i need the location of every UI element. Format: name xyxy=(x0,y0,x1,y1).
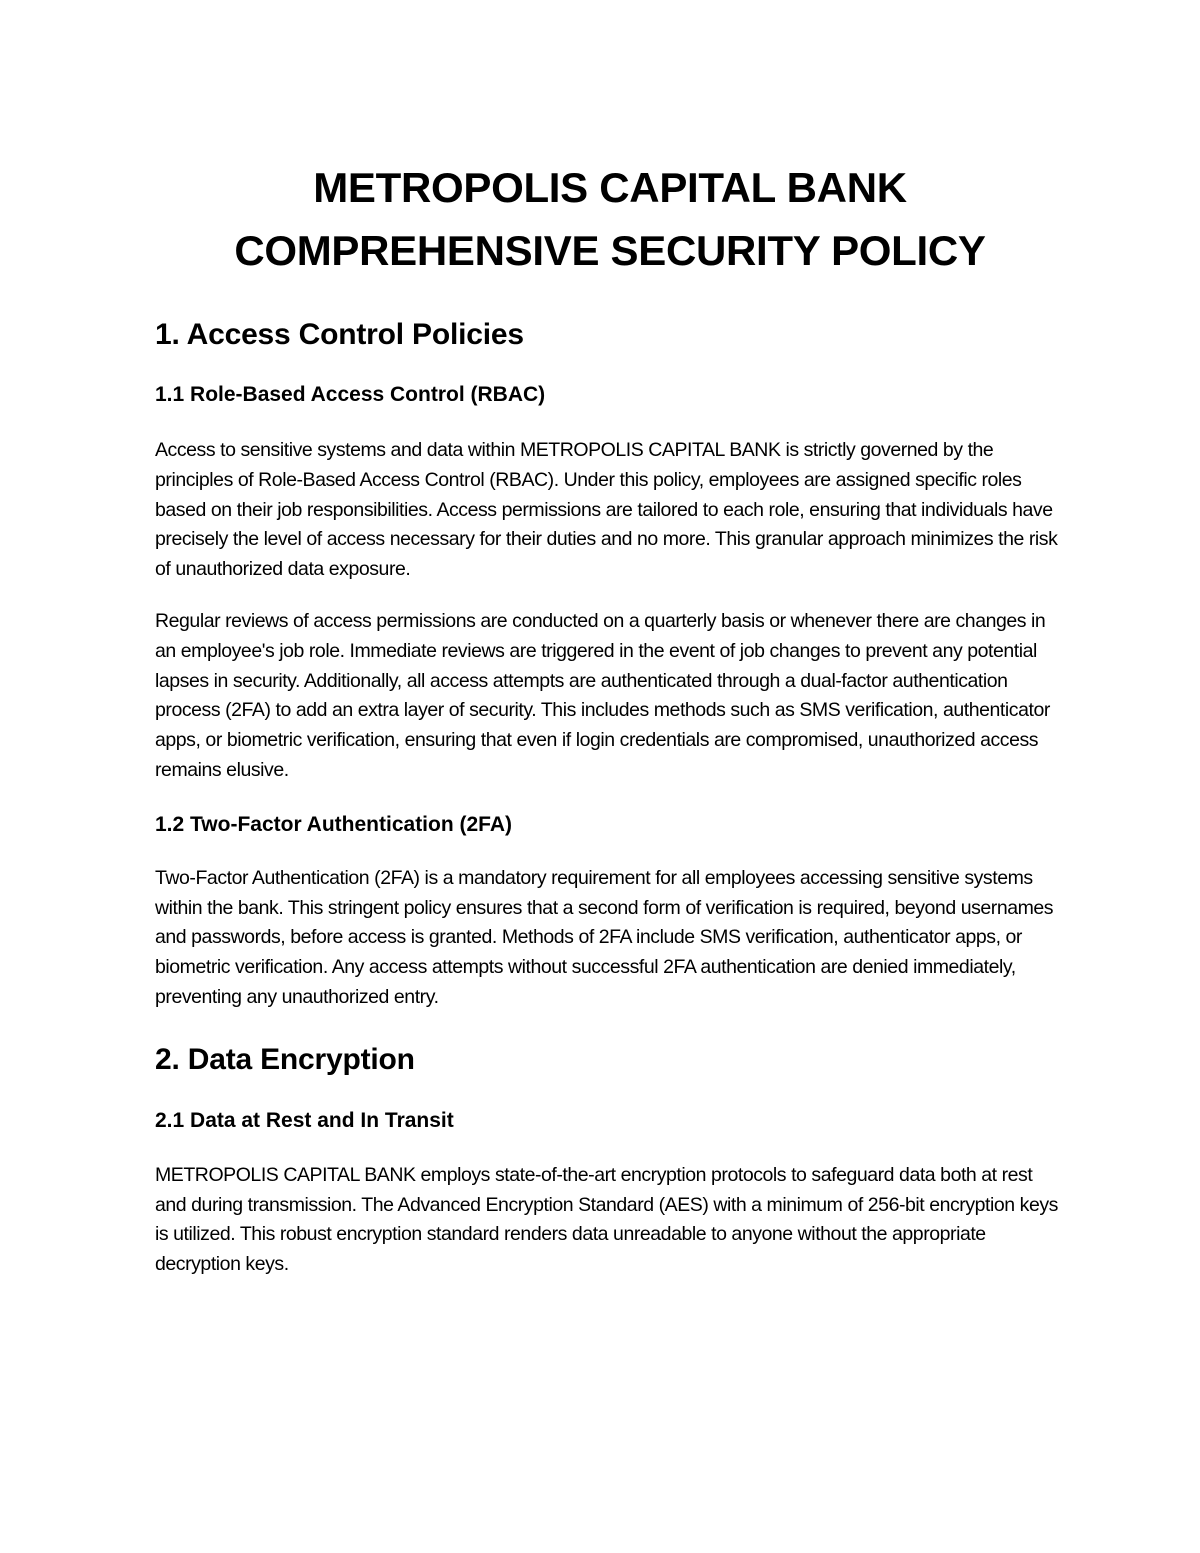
document-page xyxy=(155,150,1065,1280)
document-title-line-2: COMPREHENSIVE SECURITY POLICY xyxy=(234,227,986,274)
paragraph-rbac-reviews: Regular reviews of access permissions are conducted on a quarterly basis or whenever there are changes in an employee's job role. Immediate reviews are triggered in the event of job changes to prevent any potential lapses in security. Additionally, all access attempts are authenticated through a dual-factor authentication process (2FA) to add an extra layer of security. This includes methods such as SMS verification, authenticator apps, or biometric verification, ensuring that even if login credentials are compromised, unauthorized access remains elusive. xyxy=(155,609,1050,781)
document-title-line-1: METROPOLIS CAPITAL BANK xyxy=(313,164,907,211)
subsection-heading-2fa: 1.2 Two-Factor Authentication (2FA) xyxy=(155,812,513,836)
subsection-heading-rbac: 1.1 Role-Based Access Control (RBAC) xyxy=(155,383,546,406)
paragraph-rbac-overview: Access to sensitive systems and data within METROPOLIS CAPITAL BANK is strictly governed by the principles of Role-Based Access Control (RBAC). Under this policy, employees are assigned specific roles based on their job responsibilities. Access permissions are tailored to each role, ensuring that individuals have precisely the level of access necessary for their duties and no more. This granular approach minimizes the risk of unauthorized data exposure. xyxy=(155,439,1058,581)
subsection-heading-data-at-rest: 2.1 Data at Rest and In Transit xyxy=(155,1108,454,1132)
paragraph-2fa: Two-Factor Authentication (2FA) is a mandatory requirement for all employees accessing sensitive systems within the bank. This stringent policy ensures that a second form of verification is required, beyond usernames and passwords, before access is granted. Methods of 2FA include SMS verification, authenticator apps, or biometric verification. Any access attempts without successful 2FA authentication are denied immediately, preventing any unauthorized entry. xyxy=(155,866,1054,1008)
section-heading-access-control: 1. Access Control Policies xyxy=(155,318,524,351)
section-heading-data-encryption: 2. Data Encryption xyxy=(155,1042,415,1076)
document-title xyxy=(155,156,1065,282)
paragraph-encryption: METROPOLIS CAPITAL BANK employs state-of-the-art encryption protocols to safeguard data both at rest and during transmission. The Advanced Encryption Standard (AES) with a minimum of 256-bit encryption keys is utilized. This robust encryption standard renders data unreadable to anyone without the appropriate decryption keys. xyxy=(155,1163,1058,1276)
